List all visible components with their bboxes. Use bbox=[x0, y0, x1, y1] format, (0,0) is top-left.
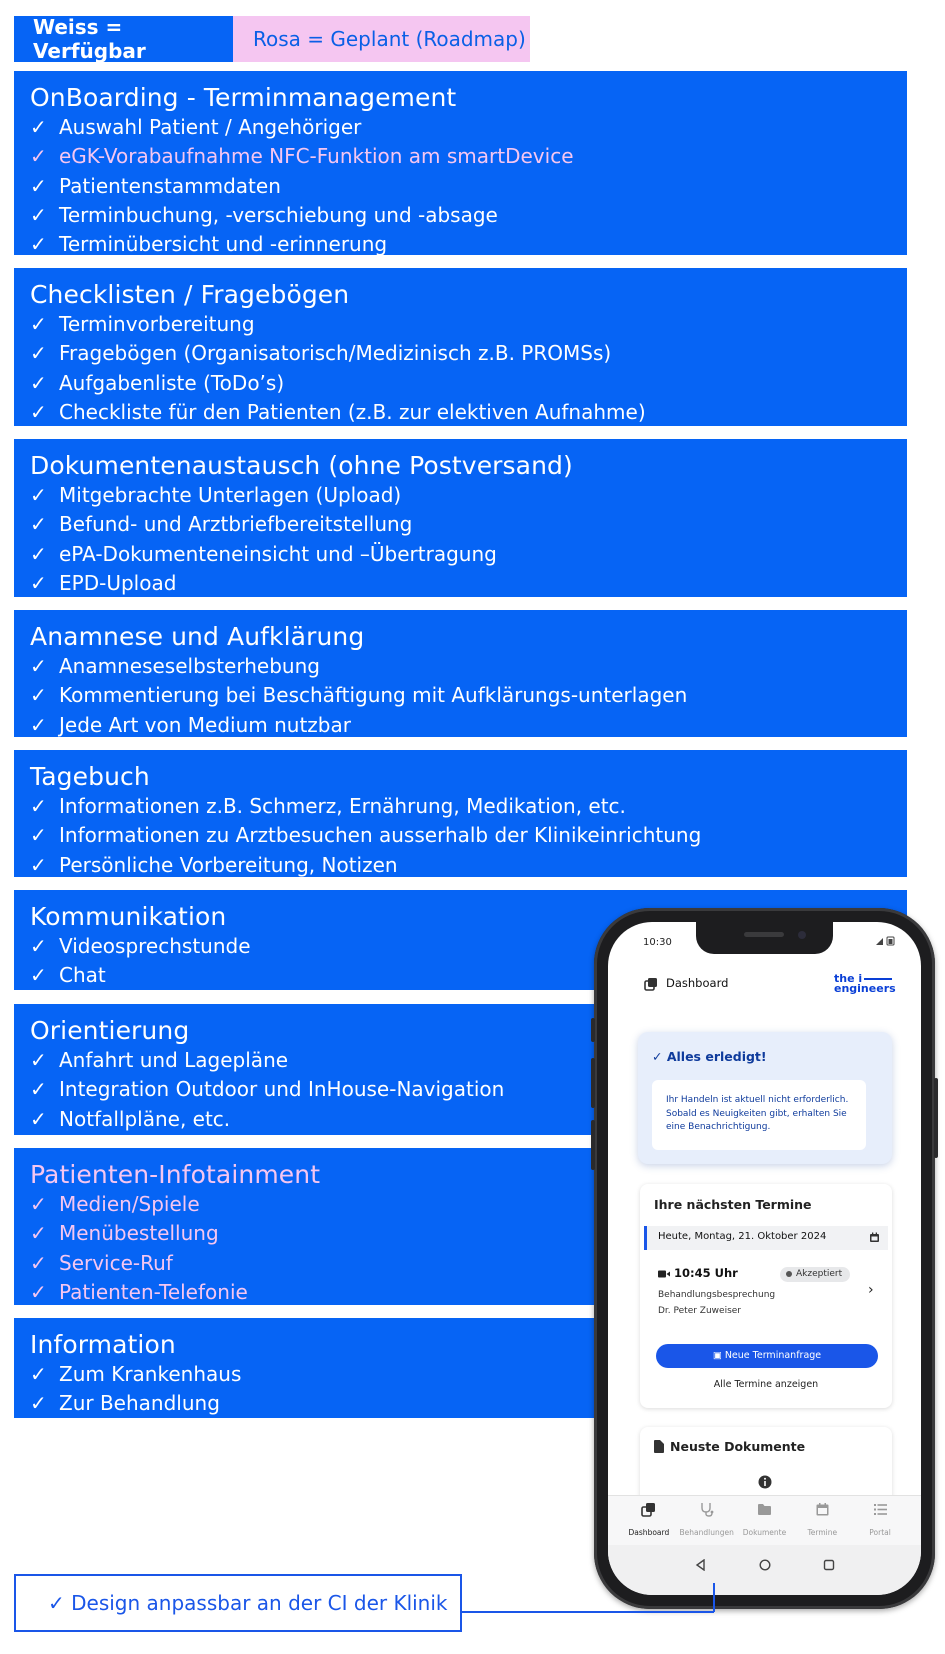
feature-section bbox=[14, 268, 907, 426]
section-item-text: Integration Outdoor und InHouse-Navigation bbox=[59, 1077, 505, 1102]
section-item bbox=[30, 681, 907, 710]
all-done-title-text: Alles erledigt! bbox=[666, 1049, 767, 1064]
section-item-text: Kommentierung bei Beschäftigung mit Aufklärungs-unterlagen bbox=[59, 683, 688, 708]
connector-line-vertical bbox=[713, 1583, 715, 1612]
nav-item-label: Portal bbox=[869, 1528, 891, 1537]
new-appointment-request-button[interactable] bbox=[656, 1344, 878, 1368]
section-item-text: Jede Art von Medium nutzbar bbox=[59, 712, 351, 737]
section-item-text: Menübestellung bbox=[59, 1221, 219, 1246]
section-item-text: Anamneseselbsterhebung bbox=[59, 654, 320, 678]
checkmark-icon: ✓ bbox=[30, 934, 47, 958]
logo-text-bottom: engineers bbox=[834, 982, 896, 995]
section-item bbox=[30, 339, 907, 368]
status-icons bbox=[875, 936, 897, 949]
section-item bbox=[30, 821, 907, 850]
checkmark-icon: ✓ bbox=[30, 115, 47, 139]
section-title: Patienten-Infotainment bbox=[30, 1160, 321, 1189]
calendar-icon[interactable] bbox=[869, 1232, 880, 1243]
section-item-text: Terminübersicht und -erinnerung bbox=[59, 232, 388, 257]
checkmark-icon: ✓ bbox=[30, 683, 47, 708]
front-camera bbox=[798, 931, 806, 939]
checkmark-icon: ✓ bbox=[30, 341, 47, 366]
legend bbox=[14, 16, 530, 62]
checkmark-icon: ✓ bbox=[30, 541, 47, 566]
nav-item-dokumente[interactable] bbox=[736, 1496, 792, 1545]
feature-section bbox=[14, 71, 907, 255]
bottom-navigation bbox=[608, 1495, 921, 1545]
chevron-right-icon[interactable]: › bbox=[868, 1282, 874, 1298]
section-item-list bbox=[30, 792, 907, 880]
section-item-text: Befund- und Arztbriefbereitstellung bbox=[59, 512, 413, 537]
checkmark-icon: ✓ bbox=[30, 570, 47, 595]
system-navigation-bar bbox=[608, 1545, 921, 1595]
checkmark-icon: ✓ bbox=[30, 1362, 47, 1386]
checkmark-icon: ✓ bbox=[30, 173, 47, 198]
section-item bbox=[30, 201, 907, 230]
list-icon bbox=[873, 1502, 888, 1517]
section-item-list bbox=[30, 113, 907, 259]
app-header-title: Dashboard bbox=[666, 976, 729, 990]
checkmark-icon: ✓ bbox=[30, 1391, 47, 1416]
nav-item-label: Dashboard bbox=[628, 1528, 670, 1537]
checkmark-icon: ✓ bbox=[30, 1221, 47, 1246]
phone-power-button bbox=[934, 1078, 938, 1158]
section-title: Information bbox=[30, 1330, 176, 1359]
section-item bbox=[30, 398, 907, 427]
section-item-text: Persönliche Vorbereitung, Notizen bbox=[59, 852, 398, 877]
section-item-text: Patientenstammdaten bbox=[59, 173, 281, 198]
new-appointment-request-label: Neue Terminanfrage bbox=[724, 1350, 822, 1361]
appointment-kind: Behandlungsbesprechung bbox=[658, 1290, 776, 1300]
phone-volume-up-button bbox=[591, 1058, 595, 1108]
status-dot-icon bbox=[786, 1271, 792, 1277]
checkmark-icon: ✓ bbox=[30, 1077, 47, 1102]
documents-title: Neuste Dokumente bbox=[670, 1439, 806, 1454]
checkmark-icon: ✓ bbox=[30, 370, 47, 395]
phone-screen bbox=[608, 922, 921, 1595]
checkmark-icon: ✓ bbox=[652, 1049, 667, 1064]
signal-battery-icon bbox=[875, 936, 897, 946]
checkmark-icon: ✓ bbox=[30, 712, 47, 737]
status-badge-text: Akzeptiert bbox=[796, 1269, 843, 1279]
all-appointments-link[interactable]: Alle Termine anzeigen bbox=[713, 1379, 819, 1390]
section-item bbox=[30, 652, 907, 681]
phone-mockup bbox=[594, 908, 935, 1609]
recent-apps-icon[interactable] bbox=[823, 1559, 835, 1571]
logo-line bbox=[864, 978, 892, 980]
design-note-box: ✓ Design anpassbar an der CI der Klinik bbox=[14, 1574, 462, 1632]
nav-item-label: Behandlungen bbox=[679, 1528, 734, 1537]
status-time: 10:30 bbox=[643, 937, 672, 948]
section-item-text: Terminbuchung, -verschiebung und -absage bbox=[59, 202, 498, 227]
section-title: Dokumentenaustausch (ohne Postversand) bbox=[30, 451, 573, 480]
section-title: Anamnese und Aufklärung bbox=[30, 622, 365, 651]
section-item-text: Notfallpläne, etc. bbox=[59, 1106, 231, 1131]
appointment-doctor: Dr. Peter Zuweiser bbox=[658, 1306, 741, 1316]
checkmark-icon: ✓ bbox=[30, 202, 47, 227]
connector-line bbox=[462, 1611, 714, 1613]
section-title: Kommunikation bbox=[30, 902, 227, 931]
back-icon[interactable] bbox=[695, 1559, 707, 1571]
document-icon bbox=[654, 1440, 664, 1453]
section-item bbox=[30, 510, 907, 539]
info-icon bbox=[758, 1475, 772, 1489]
section-item-text: Patienten-Telefonie bbox=[59, 1279, 248, 1304]
section-item bbox=[30, 481, 907, 510]
checkmark-icon: ✓ bbox=[30, 1192, 47, 1216]
phone-mute-button bbox=[591, 1018, 595, 1042]
section-item bbox=[30, 142, 907, 171]
section-item-text: Aufgabenliste (ToDo’s) bbox=[59, 370, 285, 395]
checkmark-icon: ✓ bbox=[30, 144, 47, 169]
legend-planned: Rosa = Geplant (Roadmap) bbox=[233, 16, 530, 62]
calendar-plus-icon: ▣ bbox=[712, 1350, 725, 1361]
checkmark-icon: ✓ bbox=[30, 1250, 47, 1275]
checkmark-icon: ✓ bbox=[30, 852, 47, 877]
section-item bbox=[30, 540, 907, 569]
nav-item-dashboard[interactable] bbox=[621, 1496, 677, 1545]
checkmark-icon: ✓ bbox=[30, 963, 47, 988]
section-item-text: Videosprechstunde bbox=[59, 934, 251, 958]
all-done-card bbox=[638, 1032, 892, 1164]
checkmark-icon: ✓ bbox=[30, 399, 47, 424]
section-item bbox=[30, 851, 907, 880]
section-item-text: Chat bbox=[59, 963, 106, 988]
section-title: Orientierung bbox=[30, 1016, 190, 1045]
section-item bbox=[30, 172, 907, 201]
checkmark-icon: ✓ bbox=[30, 1106, 47, 1131]
nav-item-portal[interactable] bbox=[852, 1496, 908, 1545]
nav-item-termine[interactable] bbox=[794, 1496, 850, 1545]
nav-item-behandlungen[interactable] bbox=[679, 1496, 735, 1545]
section-item bbox=[30, 369, 907, 398]
checkmark-icon: ✓ bbox=[30, 483, 47, 507]
checkmark-icon: ✓ bbox=[30, 232, 47, 257]
nav-item-label: Termine bbox=[807, 1528, 838, 1537]
section-item-text: Anfahrt und Lagepläne bbox=[59, 1048, 289, 1072]
section-item-text: Checkliste für den Patienten (z.B. zur elektiven Aufnahme) bbox=[59, 399, 646, 424]
dashboard-icon bbox=[644, 977, 658, 991]
section-title: Checklisten / Fragebögen bbox=[30, 280, 350, 309]
checkmark-icon: ✓ bbox=[30, 312, 47, 336]
section-item bbox=[30, 113, 907, 142]
section-item-text: EPD-Upload bbox=[59, 570, 177, 595]
stethoscope-icon bbox=[699, 1502, 714, 1517]
section-item-list bbox=[30, 481, 907, 598]
checkmark-icon: ✓ bbox=[30, 512, 47, 537]
date-label: Heute, Montag, 21. Oktober 2024 bbox=[658, 1231, 827, 1242]
all-done-title bbox=[652, 1049, 767, 1064]
checkmark-icon: ✓ bbox=[30, 654, 47, 678]
section-item-text: eGK-Vorabaufnahme NFC-Funktion am smartDevice bbox=[59, 144, 574, 169]
section-item-text: Medien/Spiele bbox=[59, 1192, 200, 1216]
section-item-list bbox=[30, 310, 907, 427]
section-item-list bbox=[30, 652, 907, 740]
feature-section bbox=[14, 610, 907, 737]
video-camera-icon bbox=[658, 1270, 670, 1278]
section-item-text: Informationen zu Arztbesuchen ausserhalb der Klinikeinrichtung bbox=[59, 823, 702, 848]
status-badge bbox=[780, 1267, 850, 1282]
brand-logo bbox=[834, 974, 896, 994]
section-item-text: Informationen z.B. Schmerz, Ernährung, Medikation, etc. bbox=[59, 794, 626, 818]
section-item-text: Terminvorbereitung bbox=[59, 312, 255, 336]
date-row bbox=[644, 1226, 888, 1250]
section-title: Tagebuch bbox=[30, 762, 150, 791]
phone-volume-down-button bbox=[591, 1120, 595, 1170]
dashboard-icon bbox=[641, 1502, 656, 1517]
section-item bbox=[30, 569, 907, 598]
section-item-text: Zur Behandlung bbox=[59, 1391, 220, 1416]
feature-section bbox=[14, 439, 907, 597]
phone-notch bbox=[696, 922, 833, 954]
legend-available: Weiss = Verfügbar bbox=[14, 16, 233, 62]
calendar-icon bbox=[815, 1502, 830, 1517]
logo-text-top: the i bbox=[834, 972, 863, 985]
app-header bbox=[608, 962, 921, 1006]
folder-icon bbox=[757, 1502, 772, 1517]
checkmark-icon: ✓ bbox=[30, 794, 47, 818]
speaker-grille bbox=[744, 932, 784, 937]
all-done-message: Ihr Handeln ist aktuell nicht erforderlich. Sobald es Neuigkeiten gibt, erhalten Sie eine Benachrichtigung. bbox=[652, 1080, 866, 1150]
section-item-text: Zum Krankenhaus bbox=[59, 1362, 242, 1386]
section-item-text: Fragebögen (Organisatorisch/Medizinisch z.B. PROMSs) bbox=[59, 341, 612, 366]
checkmark-icon: ✓ bbox=[30, 1048, 47, 1072]
section-item bbox=[30, 230, 907, 259]
section-item bbox=[30, 310, 907, 339]
appointments-card bbox=[640, 1184, 892, 1408]
section-item-text: ePA-Dokumenteneinsicht und –Übertragung bbox=[59, 541, 497, 566]
appointment-item[interactable] bbox=[640, 1258, 892, 1330]
checkmark-icon: ✓ bbox=[30, 1279, 47, 1304]
section-title: OnBoarding - Terminmanagement bbox=[30, 83, 457, 112]
feature-section bbox=[14, 750, 907, 877]
appointment-time: 10:45 Uhr bbox=[674, 1266, 738, 1280]
section-item bbox=[30, 792, 907, 821]
appointments-title: Ihre nächsten Termine bbox=[654, 1197, 812, 1212]
checkmark-icon: ✓ bbox=[30, 823, 47, 848]
home-icon[interactable] bbox=[759, 1559, 771, 1571]
section-item-text: Mitgebrachte Unterlagen (Upload) bbox=[59, 483, 402, 507]
nav-item-label: Dokumente bbox=[742, 1528, 787, 1537]
section-item-text: Service-Ruf bbox=[59, 1250, 173, 1275]
section-item bbox=[30, 711, 907, 740]
section-item-text: Auswahl Patient / Angehöriger bbox=[59, 115, 362, 139]
